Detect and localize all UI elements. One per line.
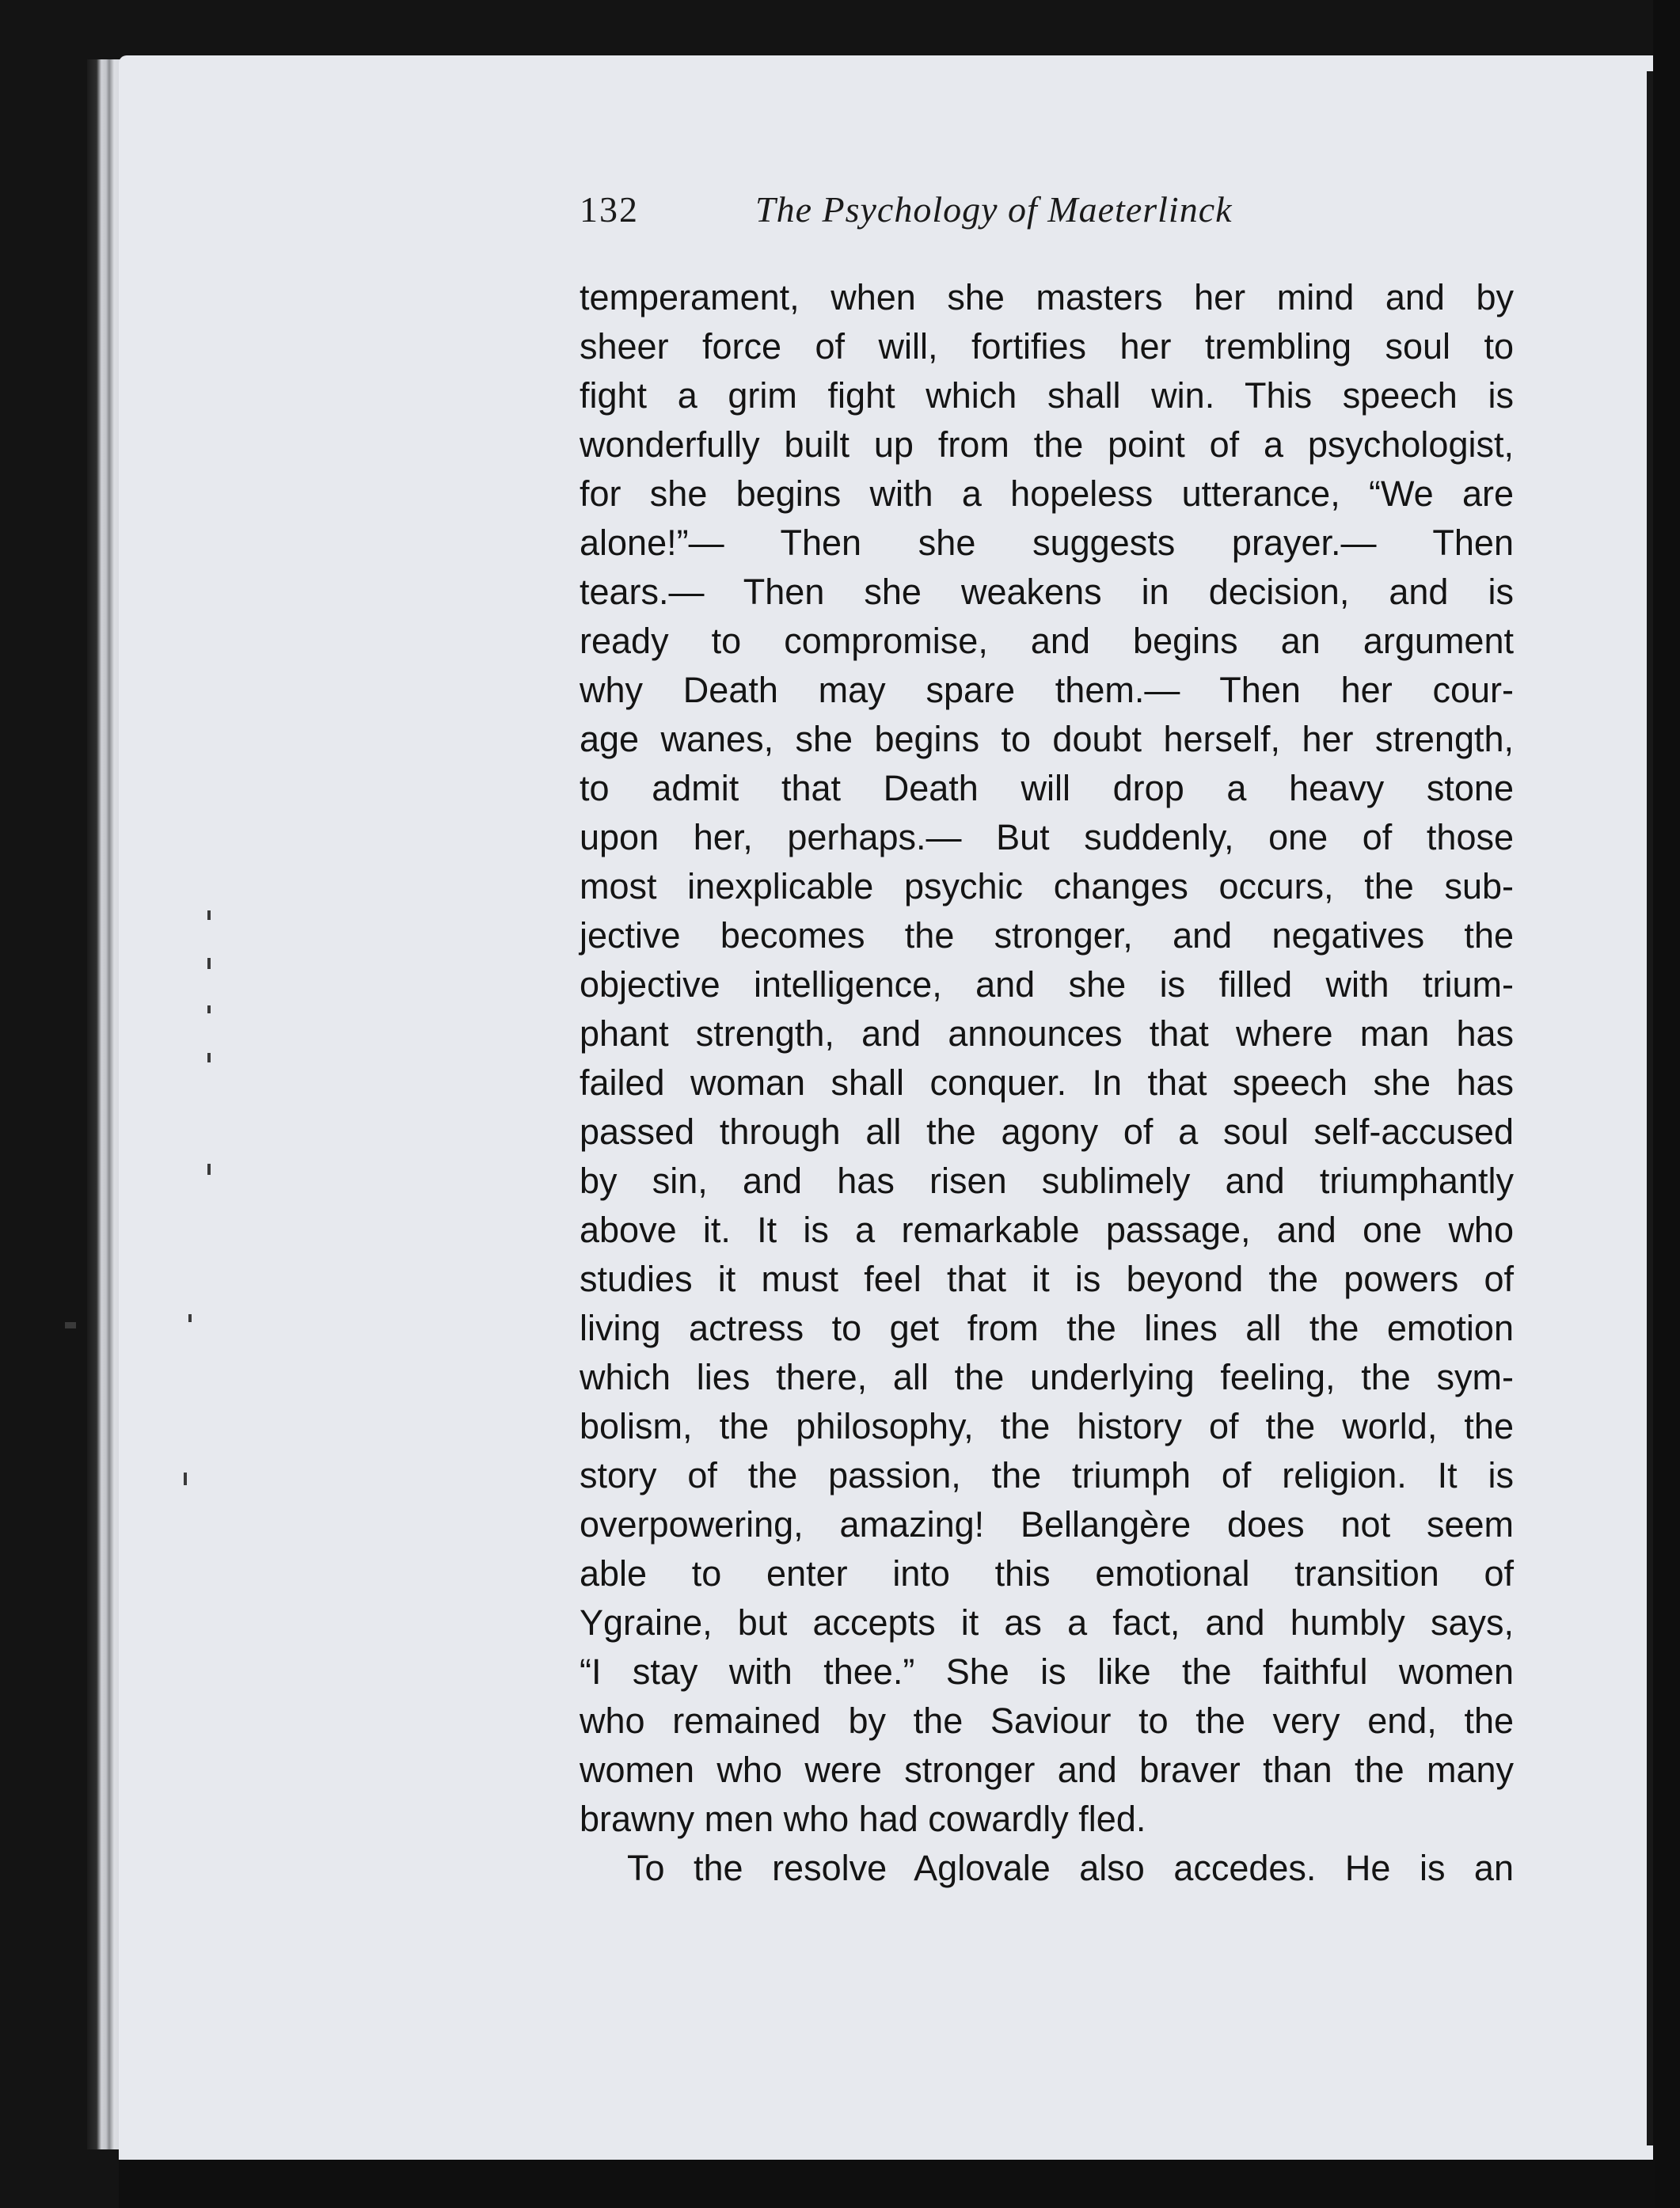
text-line: by sin, and has risen sublimely and triumphantly [580, 1161, 1514, 1201]
text-line: Ygraine, but accepts it as a fact, and humbly says, [580, 1602, 1514, 1643]
text-line: able to enter into this emotional transition of [580, 1553, 1514, 1594]
scan-speck [207, 1164, 211, 1175]
text-line: temperament, when she masters her mind and by [580, 277, 1514, 317]
text-line: to admit that Death will drop a heavy stone [580, 768, 1514, 808]
scan-speck [207, 910, 211, 920]
scan-speck [207, 1005, 211, 1013]
text-line: story of the passion, the triumph of religion. It is [580, 1455, 1514, 1495]
text-line: failed woman shall conquer. In that speech she has [580, 1062, 1514, 1103]
text-line: living actress to get from the lines all the emotion [580, 1308, 1514, 1348]
scan-speck [188, 1314, 192, 1322]
scan-speck [207, 958, 211, 969]
page-bottom-edge [119, 2160, 1655, 2208]
text-line: objective intelligence, and she is filled with trium- [580, 964, 1514, 1005]
text-line: above it. It is a remarkable passage, and one who [580, 1210, 1514, 1250]
body-text [580, 273, 1514, 1893]
text-line: which lies there, all the underlying feeling, the sym- [580, 1357, 1514, 1397]
text-line: studies it must feel that it is beyond the powers of [580, 1259, 1514, 1299]
text-line: tears.— Then she weakens in decision, and is [580, 572, 1514, 612]
text-line: for she begins with a hopeless utterance, “We are [580, 473, 1514, 514]
running-head [580, 188, 1371, 236]
text-line: “I stay with thee.” She is like the faithful women [580, 1651, 1514, 1692]
text-line: why Death may spare them.— Then her cour- [580, 670, 1514, 710]
text-line: phant strength, and announces that where man has [580, 1013, 1514, 1054]
text-line: bolism, the philosophy, the history of the world, the [580, 1406, 1514, 1446]
text-line: age wanes, she begins to doubt herself, her strength, [580, 719, 1514, 759]
text-line: overpowering, amazing! Bellangère does not seem [580, 1504, 1514, 1545]
text-line: fight a grim fight which shall win. This speech is [580, 375, 1514, 416]
text-line: sheer force of will, fortifies her trembling soul to [580, 326, 1514, 367]
scan-speck [65, 1322, 76, 1328]
text-line: brawny men who had cowardly fled. [580, 1799, 1146, 1839]
text-line: jective becomes the stronger, and negatives the [580, 915, 1514, 956]
text-line: upon her, perhaps.— But suddenly, one of those [580, 817, 1514, 857]
text-line: most inexplicable psychic changes occurs, the sub- [580, 866, 1514, 906]
book-title: The Psychology of Maeterlinck [755, 189, 1233, 230]
text-line: alone!”— Then she suggests prayer.— Then [580, 523, 1514, 563]
scan-speck [184, 1473, 187, 1485]
text-line: To the resolve Aglovale also accedes. He is an [627, 1848, 1514, 1888]
scan-speck [207, 1053, 211, 1062]
text-line: women who were stronger and braver than the many [580, 1750, 1514, 1790]
text-line: wonderfully built up from the point of a psychologist, [580, 424, 1514, 465]
page-number: 132 [580, 189, 639, 230]
binding-shadow-line [1647, 71, 1653, 2145]
text-line: who remained by the Saviour to the very end, the [580, 1701, 1514, 1741]
text-line: passed through all the agony of a soul self-accused [580, 1112, 1514, 1152]
text-line: ready to compromise, and begins an argument [580, 621, 1514, 661]
binding-dark-area [1653, 0, 1680, 2208]
